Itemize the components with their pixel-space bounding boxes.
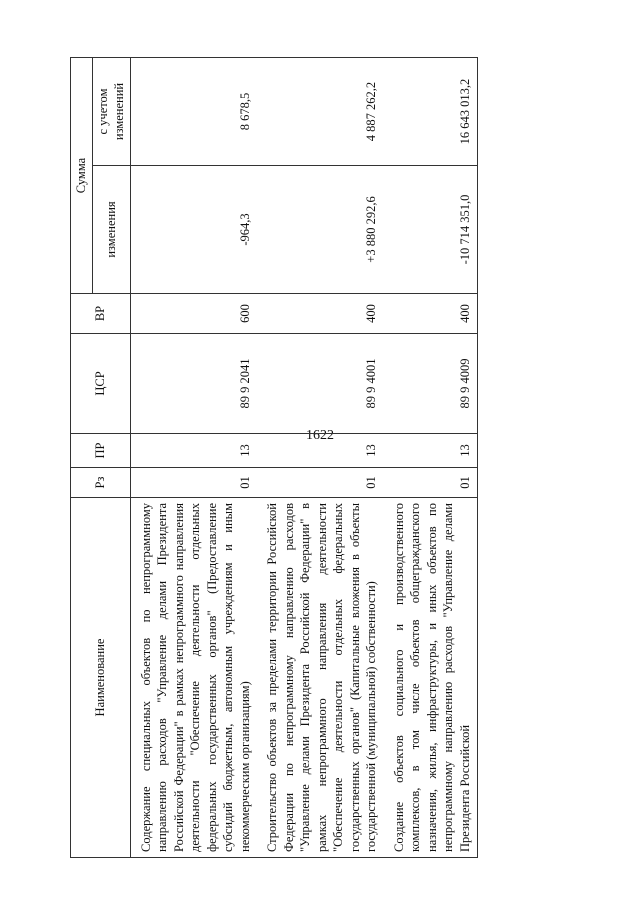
- header-rz: Рз: [71, 468, 131, 498]
- row-csr: 89 9 4001: [257, 334, 384, 434]
- row-change: +3 880 292,6: [257, 166, 384, 294]
- row-name: Создание объектов социального и производственного комплексов, в том числе объектов общегражданского назначения, жилья, инфраструктуры, и иных объектов по непрограммному направлению расходов "Управление делами Президента Российской: [384, 498, 478, 858]
- row-pr: 13: [130, 434, 257, 468]
- row-pr: 13: [257, 434, 384, 468]
- row-pr: 13: [384, 434, 478, 468]
- row-rz: 01: [257, 468, 384, 498]
- row-total: 16 643 013,2: [384, 58, 478, 166]
- budget-table: [70, 57, 478, 858]
- row-total: 8 678,5: [130, 58, 257, 166]
- header-sum-change: изменения: [92, 166, 130, 294]
- header-csr: ЦСР: [71, 334, 131, 434]
- row-csr: 89 9 2041: [130, 334, 257, 434]
- row-rz: 01: [130, 468, 257, 498]
- header-pr: ПР: [71, 434, 131, 468]
- row-name: Строительство объектов за пределами территории Российской Федерации по непрограммному направлению расходов "Управление делами Президента Российской Федерации" в рамках непрограммного направления деятельности "Обеспечение деятельности отдельных федеральных государственных органов" (Капитальные вложения в объекты государственной (муниципальной) собственности): [257, 498, 384, 858]
- row-change: -964,3: [130, 166, 257, 294]
- row-rz: 01: [384, 468, 478, 498]
- row-csr: 89 9 4009: [384, 334, 478, 434]
- row-total: 4 887 262,2: [257, 58, 384, 166]
- header-name: Наименование: [71, 498, 131, 858]
- table-row: [257, 58, 384, 858]
- row-vr: 400: [384, 294, 478, 334]
- rotated-page-content: [70, 58, 570, 858]
- row-name: Содержание специальных объектов по непрограммному направлению расходов "Управление делами Президента Российской Федерации" в рамках непрограммного направления деятельности "Обеспечение деятельности отдельных федеральных государственных органов" (Предоставление субсидий бюджетным, автономным учреждениям и иным некоммерческим организациям): [130, 498, 257, 858]
- row-change: -10 714 351,0: [384, 166, 478, 294]
- page-number: 1622: [306, 428, 334, 443]
- row-vr: 400: [257, 294, 384, 334]
- header-vr: ВР: [71, 294, 131, 334]
- table-row: [384, 58, 478, 858]
- header-sum-total: с учетом изменений: [92, 58, 130, 166]
- row-vr: 600: [130, 294, 257, 334]
- header-sum: Сумма: [71, 58, 93, 294]
- table-row: [130, 58, 257, 858]
